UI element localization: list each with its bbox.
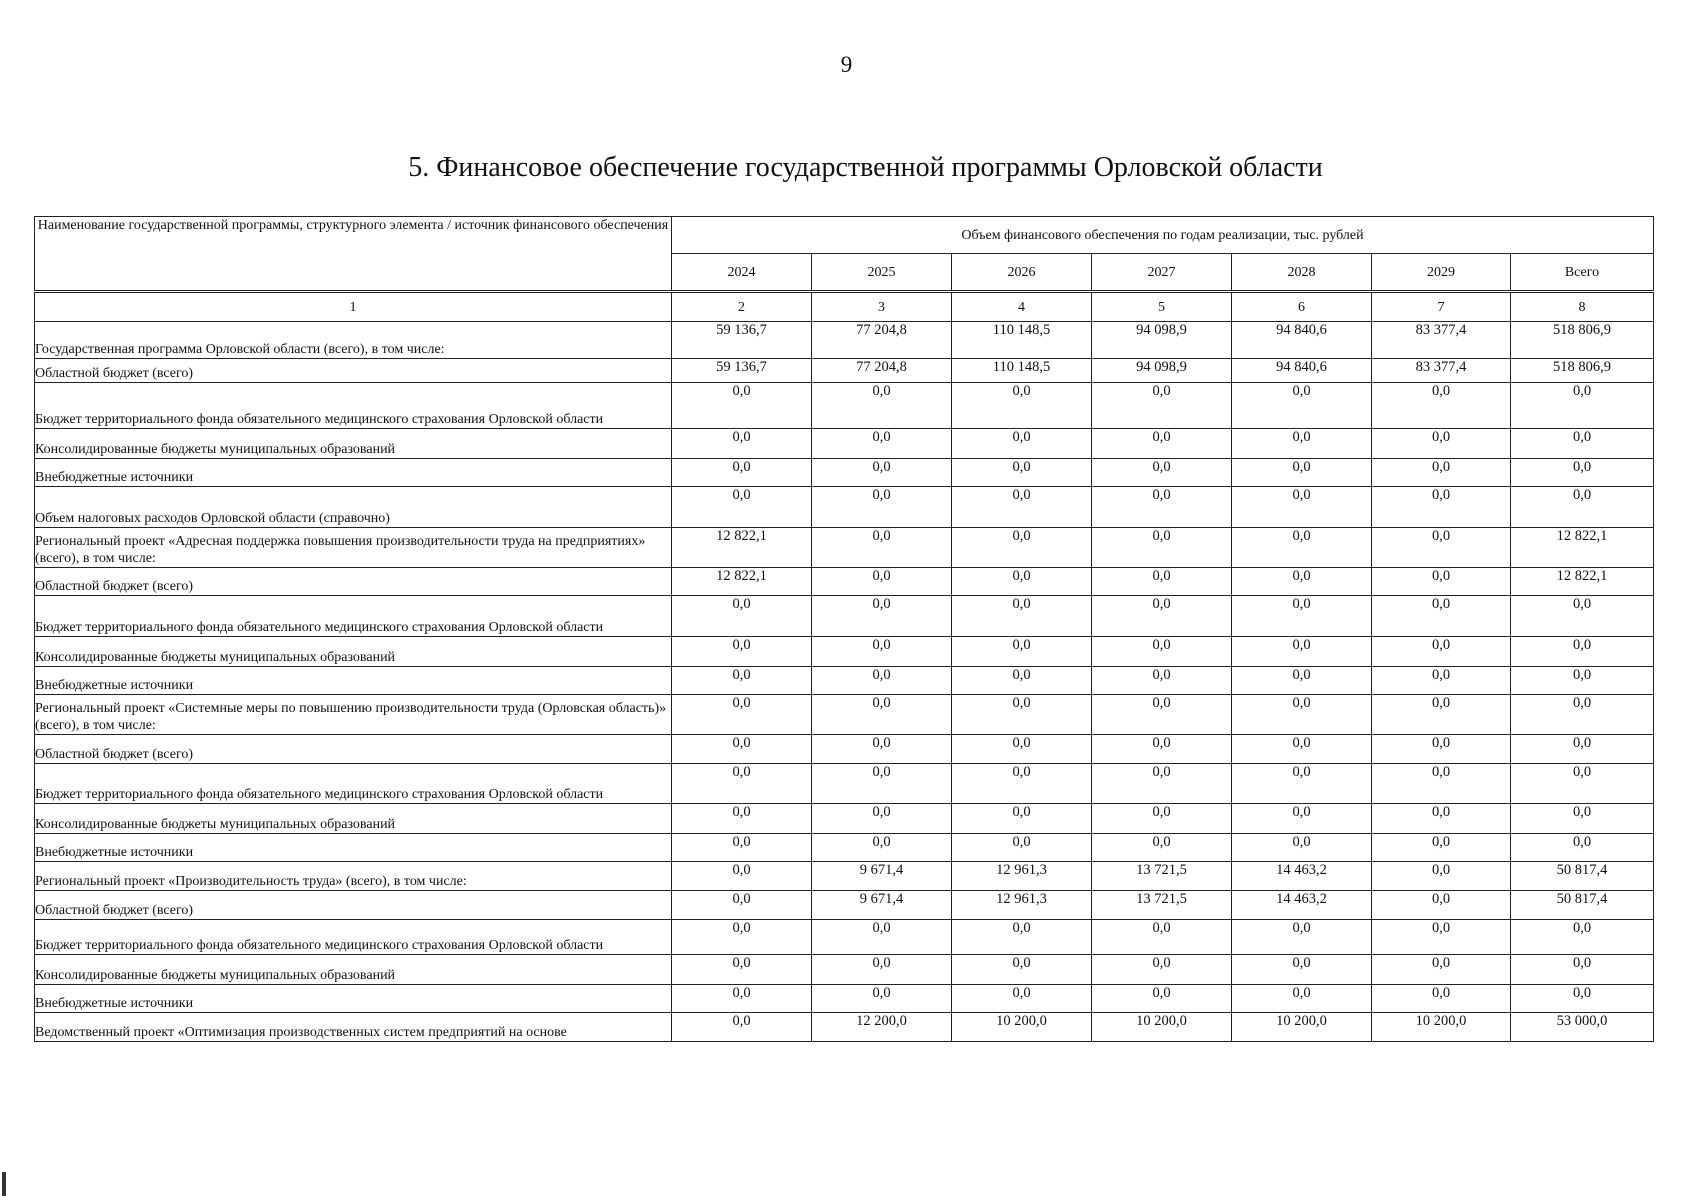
- row-value: 0,0: [1092, 955, 1232, 985]
- row-value: 0,0: [672, 764, 812, 804]
- header-year-5: 2029: [1372, 254, 1511, 292]
- row-value: 0,0: [1092, 834, 1232, 862]
- row-value: 0,0: [1232, 834, 1372, 862]
- row-value: 0,0: [952, 667, 1092, 695]
- table-row: [35, 359, 1654, 383]
- table-row: [35, 735, 1654, 764]
- column-number-6: 7: [1372, 292, 1511, 322]
- table-row: [35, 891, 1654, 920]
- row-value: 0,0: [812, 764, 952, 804]
- table-row: [35, 429, 1654, 459]
- table-row: [35, 322, 1654, 359]
- row-value: 0,0: [812, 667, 952, 695]
- row-value: 0,0: [952, 459, 1092, 487]
- row-value: 12 961,3: [952, 891, 1092, 920]
- row-value: 0,0: [1511, 955, 1654, 985]
- row-value: 0,0: [1372, 596, 1511, 637]
- row-value: 0,0: [952, 735, 1092, 764]
- row-value: 0,0: [1092, 764, 1232, 804]
- column-number-0: 1: [35, 292, 672, 322]
- row-value: 50 817,4: [1511, 891, 1654, 920]
- row-value: 110 148,5: [952, 322, 1092, 359]
- row-value: 0,0: [1372, 459, 1511, 487]
- row-name: Внебюджетные источники: [35, 985, 672, 1013]
- row-value: 83 377,4: [1372, 359, 1511, 383]
- row-value: 0,0: [672, 429, 812, 459]
- row-value: 0,0: [1372, 764, 1511, 804]
- row-value: 0,0: [1511, 735, 1654, 764]
- row-value: 0,0: [1511, 985, 1654, 1013]
- row-value: 0,0: [672, 955, 812, 985]
- row-value: 12 961,3: [952, 862, 1092, 891]
- row-name: Ведомственный проект «Оптимизация производственных систем предприятий на основе: [35, 1013, 672, 1042]
- table-row: [35, 637, 1654, 667]
- row-value: 0,0: [672, 667, 812, 695]
- table-row: [35, 862, 1654, 891]
- row-name: Государственная программа Орловской области (всего), в том числе:: [35, 322, 672, 359]
- row-value: 0,0: [1092, 487, 1232, 528]
- table-row: [35, 1013, 1654, 1042]
- row-value: 0,0: [1232, 568, 1372, 596]
- row-value: 0,0: [1511, 804, 1654, 834]
- row-name: Областной бюджет (всего): [35, 891, 672, 920]
- row-name: Региональный проект «Адресная поддержка повышения производительности труда на предприятиях» (всего), в том числе:: [35, 528, 672, 568]
- row-name: Региональный проект «Производительность труда» (всего), в том числе:: [35, 862, 672, 891]
- row-value: 0,0: [1092, 804, 1232, 834]
- header-year-3: 2027: [1092, 254, 1232, 292]
- row-value: 0,0: [1511, 695, 1654, 735]
- row-name: Консолидированные бюджеты муниципальных образований: [35, 637, 672, 667]
- row-value: 12 822,1: [1511, 568, 1654, 596]
- row-value: 77 204,8: [812, 322, 952, 359]
- row-value: 0,0: [1511, 459, 1654, 487]
- row-value: 0,0: [672, 1013, 812, 1042]
- row-name: Внебюджетные источники: [35, 667, 672, 695]
- row-value: 77 204,8: [812, 359, 952, 383]
- table-row: [35, 804, 1654, 834]
- row-value: 0,0: [952, 834, 1092, 862]
- table-row: [35, 834, 1654, 862]
- row-value: 9 671,4: [812, 862, 952, 891]
- row-value: 0,0: [812, 383, 952, 429]
- table-row: [35, 383, 1654, 429]
- row-value: 0,0: [812, 834, 952, 862]
- row-value: 0,0: [1372, 667, 1511, 695]
- row-value: 0,0: [1372, 429, 1511, 459]
- header-year-1: 2025: [812, 254, 952, 292]
- row-value: 0,0: [1372, 834, 1511, 862]
- row-value: 12 822,1: [672, 528, 812, 568]
- row-value: 0,0: [812, 985, 952, 1013]
- row-name: Бюджет территориального фонда обязательного медицинского страхования Орловской области: [35, 920, 672, 955]
- row-value: 0,0: [1232, 985, 1372, 1013]
- column-number-2: 3: [812, 292, 952, 322]
- row-value: 0,0: [1232, 695, 1372, 735]
- row-value: 83 377,4: [1372, 322, 1511, 359]
- row-value: 0,0: [1232, 528, 1372, 568]
- row-value: 14 463,2: [1232, 862, 1372, 891]
- row-value: 0,0: [952, 637, 1092, 667]
- row-value: 0,0: [672, 459, 812, 487]
- row-value: 50 817,4: [1511, 862, 1654, 891]
- row-value: 12 822,1: [1511, 528, 1654, 568]
- row-value: 0,0: [1232, 764, 1372, 804]
- row-value: 94 098,9: [1092, 359, 1232, 383]
- row-value: 0,0: [672, 383, 812, 429]
- row-value: 0,0: [1372, 862, 1511, 891]
- row-name: Консолидированные бюджеты муниципальных образований: [35, 429, 672, 459]
- row-name: Бюджет территориального фонда обязательного медицинского страхования Орловской области: [35, 764, 672, 804]
- row-value: 94 098,9: [1092, 322, 1232, 359]
- row-name: Областной бюджет (всего): [35, 735, 672, 764]
- row-value: 0,0: [1232, 596, 1372, 637]
- column-number-4: 5: [1092, 292, 1232, 322]
- row-value: 0,0: [952, 955, 1092, 985]
- row-value: 13 721,5: [1092, 862, 1232, 891]
- header-year-0: 2024: [672, 254, 812, 292]
- row-value: 0,0: [1372, 568, 1511, 596]
- row-value: 0,0: [1092, 667, 1232, 695]
- header-year-2: 2026: [952, 254, 1092, 292]
- row-value: 0,0: [1092, 735, 1232, 764]
- row-value: 12 200,0: [812, 1013, 952, 1042]
- row-value: 0,0: [952, 383, 1092, 429]
- row-value: 0,0: [1092, 596, 1232, 637]
- row-value: 14 463,2: [1232, 891, 1372, 920]
- table-row: [35, 596, 1654, 637]
- row-name: Объем налоговых расходов Орловской области (справочно): [35, 487, 672, 528]
- table-row: [35, 528, 1654, 568]
- column-number-3: 4: [952, 292, 1092, 322]
- row-value: 518 806,9: [1511, 322, 1654, 359]
- row-value: 0,0: [1232, 459, 1372, 487]
- row-value: 0,0: [952, 528, 1092, 568]
- row-value: 59 136,7: [672, 322, 812, 359]
- row-value: 94 840,6: [1232, 359, 1372, 383]
- row-value: 13 721,5: [1092, 891, 1232, 920]
- row-value: 0,0: [812, 596, 952, 637]
- row-name: Внебюджетные источники: [35, 459, 672, 487]
- row-value: 0,0: [1372, 637, 1511, 667]
- row-value: 0,0: [952, 695, 1092, 735]
- row-value: 0,0: [1232, 667, 1372, 695]
- row-value: 0,0: [812, 695, 952, 735]
- row-value: 0,0: [812, 568, 952, 596]
- row-value: 0,0: [952, 985, 1092, 1013]
- table-row: [35, 459, 1654, 487]
- row-value: 0,0: [1092, 568, 1232, 596]
- row-value: 0,0: [1372, 955, 1511, 985]
- row-value: 0,0: [672, 695, 812, 735]
- row-value: 0,0: [1092, 985, 1232, 1013]
- header-name-column: Наименование государственной программы, структурного элемента / источник финансового обеспечения: [35, 217, 672, 292]
- row-name: Консолидированные бюджеты муниципальных образований: [35, 804, 672, 834]
- row-value: 0,0: [812, 429, 952, 459]
- table-row: [35, 985, 1654, 1013]
- row-value: 0,0: [812, 920, 952, 955]
- row-value: 0,0: [812, 528, 952, 568]
- row-value: 10 200,0: [952, 1013, 1092, 1042]
- row-value: 94 840,6: [1232, 322, 1372, 359]
- row-name: Бюджет территориального фонда обязательного медицинского страхования Орловской области: [35, 383, 672, 429]
- row-value: 0,0: [1511, 667, 1654, 695]
- row-value: 0,0: [1511, 834, 1654, 862]
- row-value: 0,0: [672, 920, 812, 955]
- row-value: 0,0: [1511, 383, 1654, 429]
- table-row: [35, 667, 1654, 695]
- row-value: 0,0: [672, 637, 812, 667]
- row-value: 0,0: [1232, 804, 1372, 834]
- table-row: [35, 487, 1654, 528]
- row-name: Областной бюджет (всего): [35, 359, 672, 383]
- row-value: 0,0: [952, 568, 1092, 596]
- row-value: 0,0: [1092, 695, 1232, 735]
- header-volume-column: Объем финансового обеспечения по годам реализации, тыс. рублей: [672, 217, 1654, 254]
- row-value: 0,0: [1232, 487, 1372, 528]
- row-value: 0,0: [812, 459, 952, 487]
- row-value: 0,0: [1372, 985, 1511, 1013]
- row-value: 518 806,9: [1511, 359, 1654, 383]
- row-name: Бюджет территориального фонда обязательного медицинского страхования Орловской области: [35, 596, 672, 637]
- row-value: 0,0: [672, 487, 812, 528]
- column-number-7: 8: [1511, 292, 1654, 322]
- row-value: 0,0: [1372, 804, 1511, 834]
- row-value: 0,0: [1372, 695, 1511, 735]
- row-value: 0,0: [812, 955, 952, 985]
- table-row: [35, 695, 1654, 735]
- row-value: 0,0: [952, 596, 1092, 637]
- table-row: [35, 568, 1654, 596]
- row-value: 0,0: [1232, 920, 1372, 955]
- row-value: 59 136,7: [672, 359, 812, 383]
- row-name: Внебюджетные источники: [35, 834, 672, 862]
- row-value: 9 671,4: [812, 891, 952, 920]
- row-value: 0,0: [672, 804, 812, 834]
- row-value: 0,0: [812, 735, 952, 764]
- row-value: 0,0: [1372, 735, 1511, 764]
- row-name: Консолидированные бюджеты муниципальных образований: [35, 955, 672, 985]
- row-value: 0,0: [1511, 920, 1654, 955]
- column-number-5: 6: [1232, 292, 1372, 322]
- row-value: 0,0: [1232, 955, 1372, 985]
- row-value: 0,0: [952, 487, 1092, 528]
- row-value: 0,0: [1092, 383, 1232, 429]
- row-value: 0,0: [1092, 637, 1232, 667]
- page-number: 9: [840, 52, 853, 77]
- row-value: 0,0: [1232, 429, 1372, 459]
- row-value: 0,0: [1092, 528, 1232, 568]
- row-value: 110 148,5: [952, 359, 1092, 383]
- row-value: 0,0: [812, 804, 952, 834]
- row-value: 10 200,0: [1372, 1013, 1511, 1042]
- row-value: 0,0: [812, 487, 952, 528]
- row-value: 0,0: [1372, 487, 1511, 528]
- header-year-4: 2028: [1232, 254, 1372, 292]
- row-value: 0,0: [952, 429, 1092, 459]
- row-value: 12 822,1: [672, 568, 812, 596]
- row-value: 0,0: [1511, 637, 1654, 667]
- row-name: Областной бюджет (всего): [35, 568, 672, 596]
- row-value: 0,0: [672, 834, 812, 862]
- row-value: 0,0: [672, 596, 812, 637]
- row-value: 0,0: [1372, 383, 1511, 429]
- row-value: 10 200,0: [1092, 1013, 1232, 1042]
- page-title: 5. Финансовое обеспечение государственной программы Орловской области: [408, 152, 1323, 183]
- row-value: 0,0: [1232, 383, 1372, 429]
- row-value: 0,0: [952, 920, 1092, 955]
- row-value: 0,0: [1092, 429, 1232, 459]
- row-value: 0,0: [1372, 528, 1511, 568]
- row-value: 0,0: [1511, 487, 1654, 528]
- row-value: 0,0: [1511, 429, 1654, 459]
- row-value: 0,0: [672, 891, 812, 920]
- column-number-1: 2: [672, 292, 812, 322]
- table-row: [35, 920, 1654, 955]
- row-value: 0,0: [1232, 637, 1372, 667]
- row-value: 0,0: [1372, 920, 1511, 955]
- row-value: 10 200,0: [1232, 1013, 1372, 1042]
- scan-mark: [2, 1172, 6, 1196]
- table-row: [35, 955, 1654, 985]
- row-name: Региональный проект «Системные меры по повышению производительности труда (Орловская область)» (всего), в том числе:: [35, 695, 672, 735]
- row-value: 0,0: [672, 985, 812, 1013]
- row-value: 0,0: [672, 862, 812, 891]
- row-value: 0,0: [812, 637, 952, 667]
- financing-table: [34, 216, 1654, 1042]
- row-value: 53 000,0: [1511, 1013, 1654, 1042]
- header-year-6: Всего: [1511, 254, 1654, 292]
- row-value: 0,0: [1232, 735, 1372, 764]
- row-value: 0,0: [1511, 596, 1654, 637]
- row-value: 0,0: [1372, 891, 1511, 920]
- row-value: 0,0: [1511, 764, 1654, 804]
- table-row: [35, 764, 1654, 804]
- row-value: 0,0: [1092, 920, 1232, 955]
- row-value: 0,0: [672, 735, 812, 764]
- row-value: 0,0: [1092, 459, 1232, 487]
- row-value: 0,0: [952, 804, 1092, 834]
- row-value: 0,0: [952, 764, 1092, 804]
